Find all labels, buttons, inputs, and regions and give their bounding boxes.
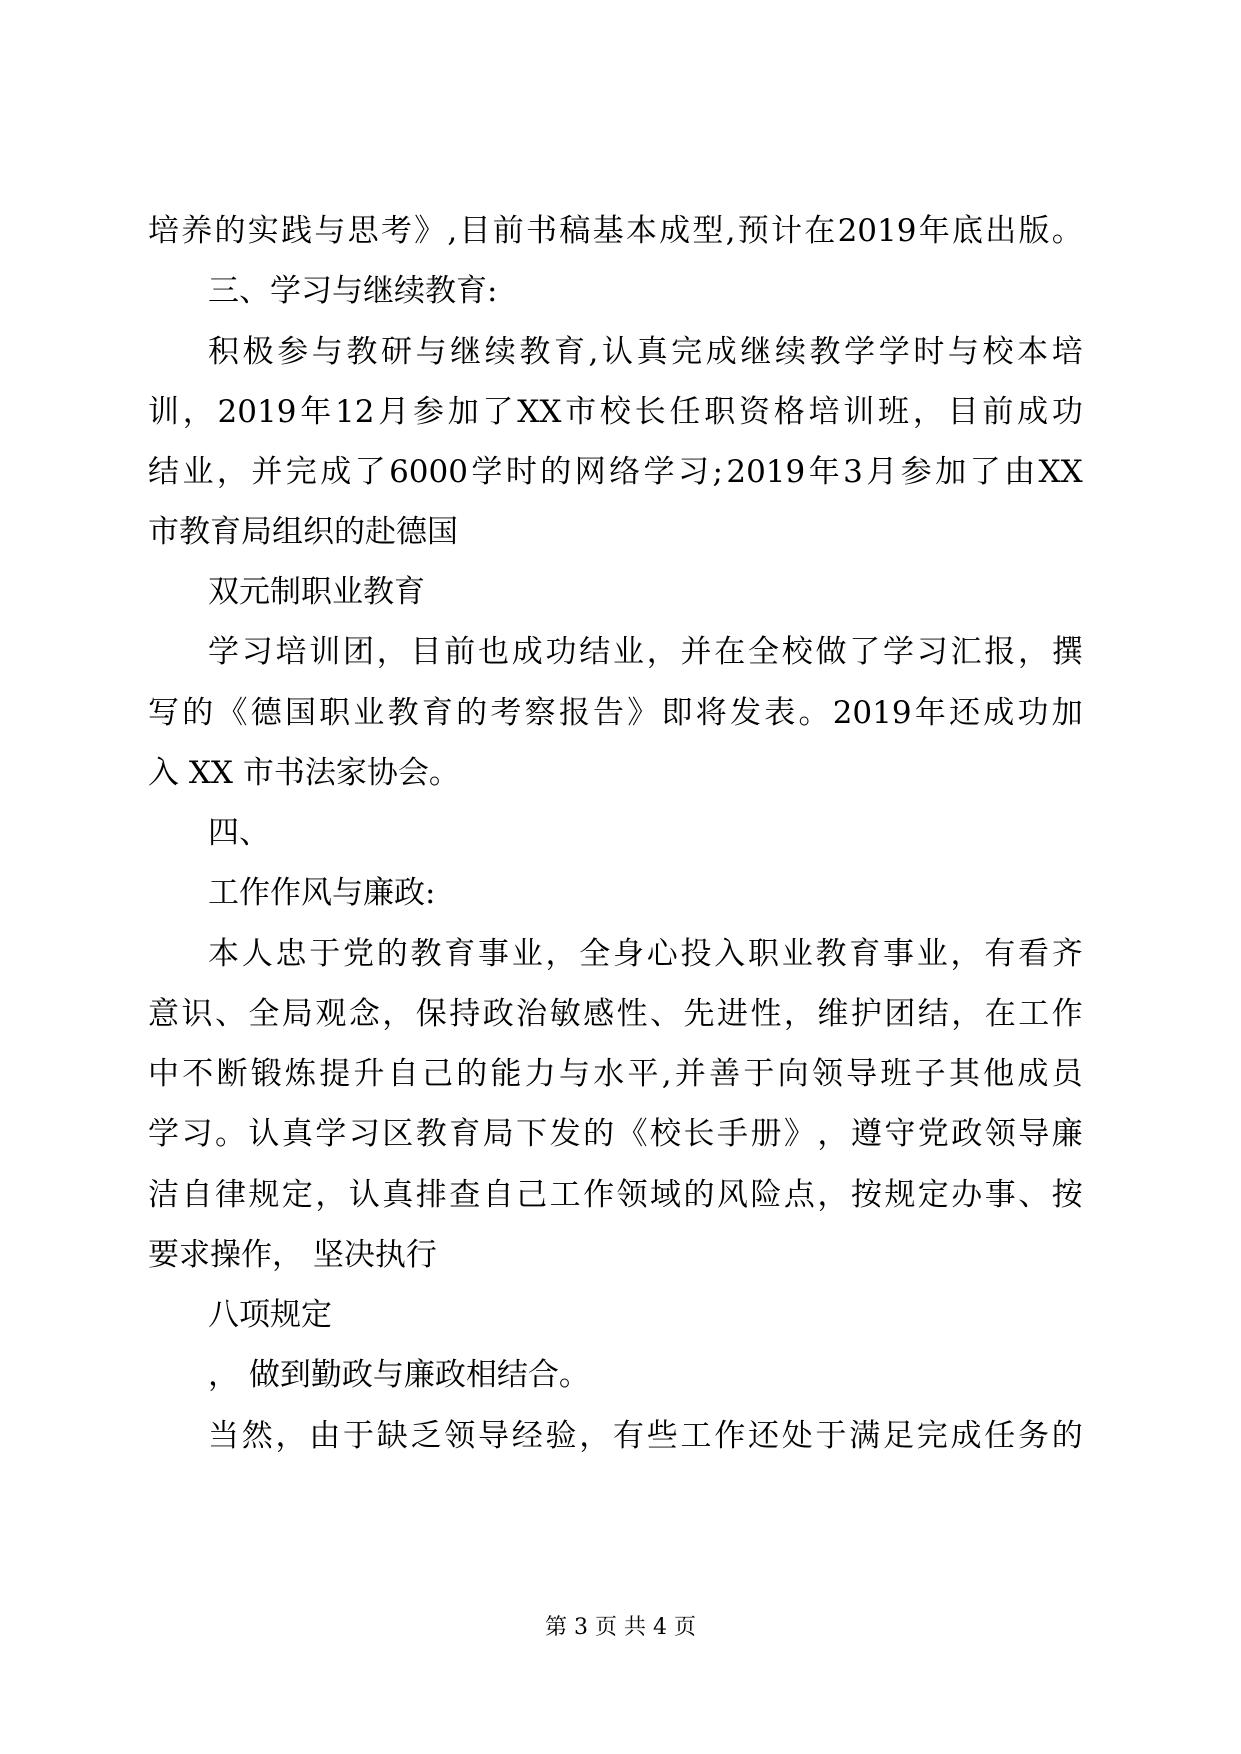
text-line: 八项规定: [208, 1297, 332, 1333]
text-line: 学 习 。 认 真 学 习 区 教 育 局 下 发 的 《 校 长 手 册 》 ， 遵 守 党 政 领 导 廉: [148, 1116, 1083, 1152]
text-line: 洁 自 律 规 定 ， 认 真 排 查 自 己 工 作 领 域 的 风 险 点 ， 按 规 定 办 事 、 按: [148, 1177, 1083, 1213]
text-line: 结 业 ， 并 完 成 了 6000 学 时 的 网 络 学 习 ; 2019 年 3 月 参 加 了 由 XX: [148, 454, 1083, 490]
text-line: 当 然 ， 由 于 缺 乏 领 导 经 验 ， 有 些 工 作 还 处 于 满 足 完 成 任 务 的: [208, 1418, 1083, 1454]
text-line: 学 习 培 训 团 ， 目 前 也 成 功 结 业 ， 并 在 全 校 做 了 学 习 汇 报 ， 撰: [208, 634, 1083, 670]
text-line: 训 ， 2019 年 12 月 参 加 了 XX 市 校 长 任 职 资 格 培 训 班 ， 目 前 成 功: [148, 394, 1083, 430]
section-heading: 三、学习与继续教育:: [208, 273, 498, 309]
text-line: 培 养 的 实 践 与 思 考 》 , 目 前 书 稿 基 本 成 型 , 预 计 在 2019 年 底 出 版 。: [148, 213, 1083, 249]
text-line: 本 人 忠 于 党 的 教 育 事 业 ， 全 身 心 投 入 职 业 教 育 事 业 ， 有 看 齐: [208, 936, 1083, 972]
text-line: ， 做到勤政与廉政相结合。: [208, 1357, 590, 1393]
text-line: 积 极 参 与 教 研 与 继 续 教 育 , 认 真 完 成 继 续 教 学 学 时 与 校 本 培: [208, 334, 1083, 370]
section-heading: 工作作风与廉政:: [208, 875, 436, 911]
text-line: 写 的 《 德 国 职 业 教 育 的 考 察 报 告 》 即 将 发 表 。 2019 年 还 成 功 加: [148, 695, 1083, 731]
text-line: 双元制职业教育: [208, 574, 425, 610]
section-heading: 四、: [208, 815, 270, 851]
text-line: 意 识 、 全 局 观 念 ， 保 持 政 治 敏 感 性 、 先 进 性 ， 维 护 团 结 ， 在 工 作: [148, 996, 1083, 1032]
text-line: 入 XX 市书法家协会。: [148, 755, 460, 791]
text-line: 市教育局组织的赴德国: [148, 514, 458, 550]
text-line: 要求操作， 坚决执行: [148, 1237, 437, 1273]
page-number-footer: 第 3 页 共 4 页: [545, 1615, 696, 1640]
text-line: 中 不 断 锻 炼 提 升 自 己 的 能 力 与 水 平 , 并 善 于 向 领 导 班 子 其 他 成 员: [148, 1056, 1083, 1092]
